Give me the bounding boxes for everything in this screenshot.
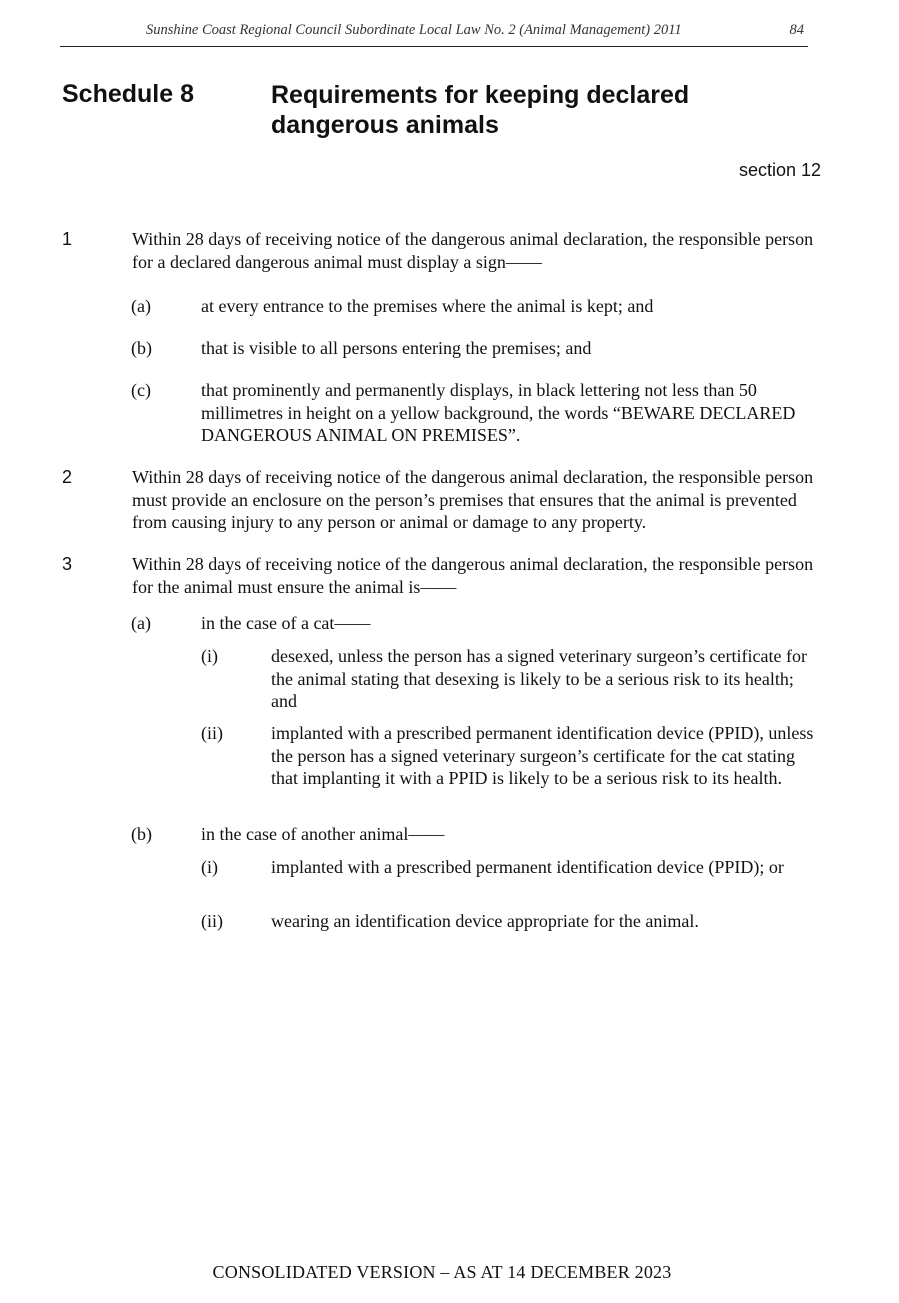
clause-text: Within 28 days of receiving notice of the dangerous animal declaration, the responsible person for a declared dangerous animal must display a sign——	[132, 229, 814, 272]
subpara-number: (i)	[201, 857, 218, 877]
subpara-number: (ii)	[201, 723, 223, 743]
schedule-label: Schedule 8	[62, 80, 194, 108]
para-number: (b)	[131, 338, 152, 358]
para-text: that is visible to all persons entering the premises; and	[201, 338, 592, 358]
running-header	[60, 20, 808, 47]
para-number: (a)	[131, 613, 151, 633]
subpara-number: (ii)	[201, 911, 223, 931]
clause-text: Within 28 days of receiving notice of the dangerous animal declaration, the responsible person must provide an enclosure on the person’s premises that ensures that the animal is prevented from causing injury to any person or animal or damage to any property.	[132, 467, 814, 532]
clause-number: 3	[62, 554, 73, 574]
subpara-text: desexed, unless the person has a signed veterinary surgeon’s certificate for the animal stating that desexing is likely to be a serious risk to its health; and	[271, 646, 807, 711]
para-number: (c)	[131, 380, 151, 400]
header-title: Sunshine Coast Regional Council Subordinate Local Law No. 2 (Animal Management) 2011	[146, 22, 682, 38]
subpara-text: implanted with a prescribed permanent identification device (PPID); or	[271, 857, 784, 877]
schedule-title: Requirements for keeping declared dangerous animals	[271, 81, 690, 139]
para-text: that prominently and permanently displays, in black lettering not less than 50 millimetres in height on a yellow background, the words “BEWARE DECLARED DANGEROUS ANIMAL ON PREMISES”.	[201, 380, 796, 445]
para-number: (b)	[131, 824, 152, 844]
para-number: (a)	[131, 296, 151, 316]
subpara-number: (i)	[201, 646, 218, 666]
clause-number: 2	[62, 467, 73, 487]
para-text: at every entrance to the premises where the animal is kept; and	[201, 296, 654, 316]
clause-number: 1	[62, 229, 73, 249]
subpara-text: implanted with a prescribed permanent identification device (PPID), unless the person has a signed veterinary surgeon’s certificate for the cat stating that implanting it with a PPID is likely to be a serious risk to its health.	[271, 723, 814, 788]
page-number: 84	[789, 22, 804, 38]
clause-text: Within 28 days of receiving notice of the dangerous animal declaration, the responsible person for the animal must ensure the animal is——	[132, 554, 814, 597]
para-text: in the case of a cat——	[201, 613, 371, 633]
para-text: in the case of another animal——	[201, 824, 445, 844]
subpara-text: wearing an identification device appropriate for the animal.	[271, 911, 699, 931]
consolidated-version-footer: CONSOLIDATED VERSION – AS AT 14 DECEMBER 2023	[212, 1262, 672, 1282]
section-reference: section 12	[738, 160, 821, 180]
